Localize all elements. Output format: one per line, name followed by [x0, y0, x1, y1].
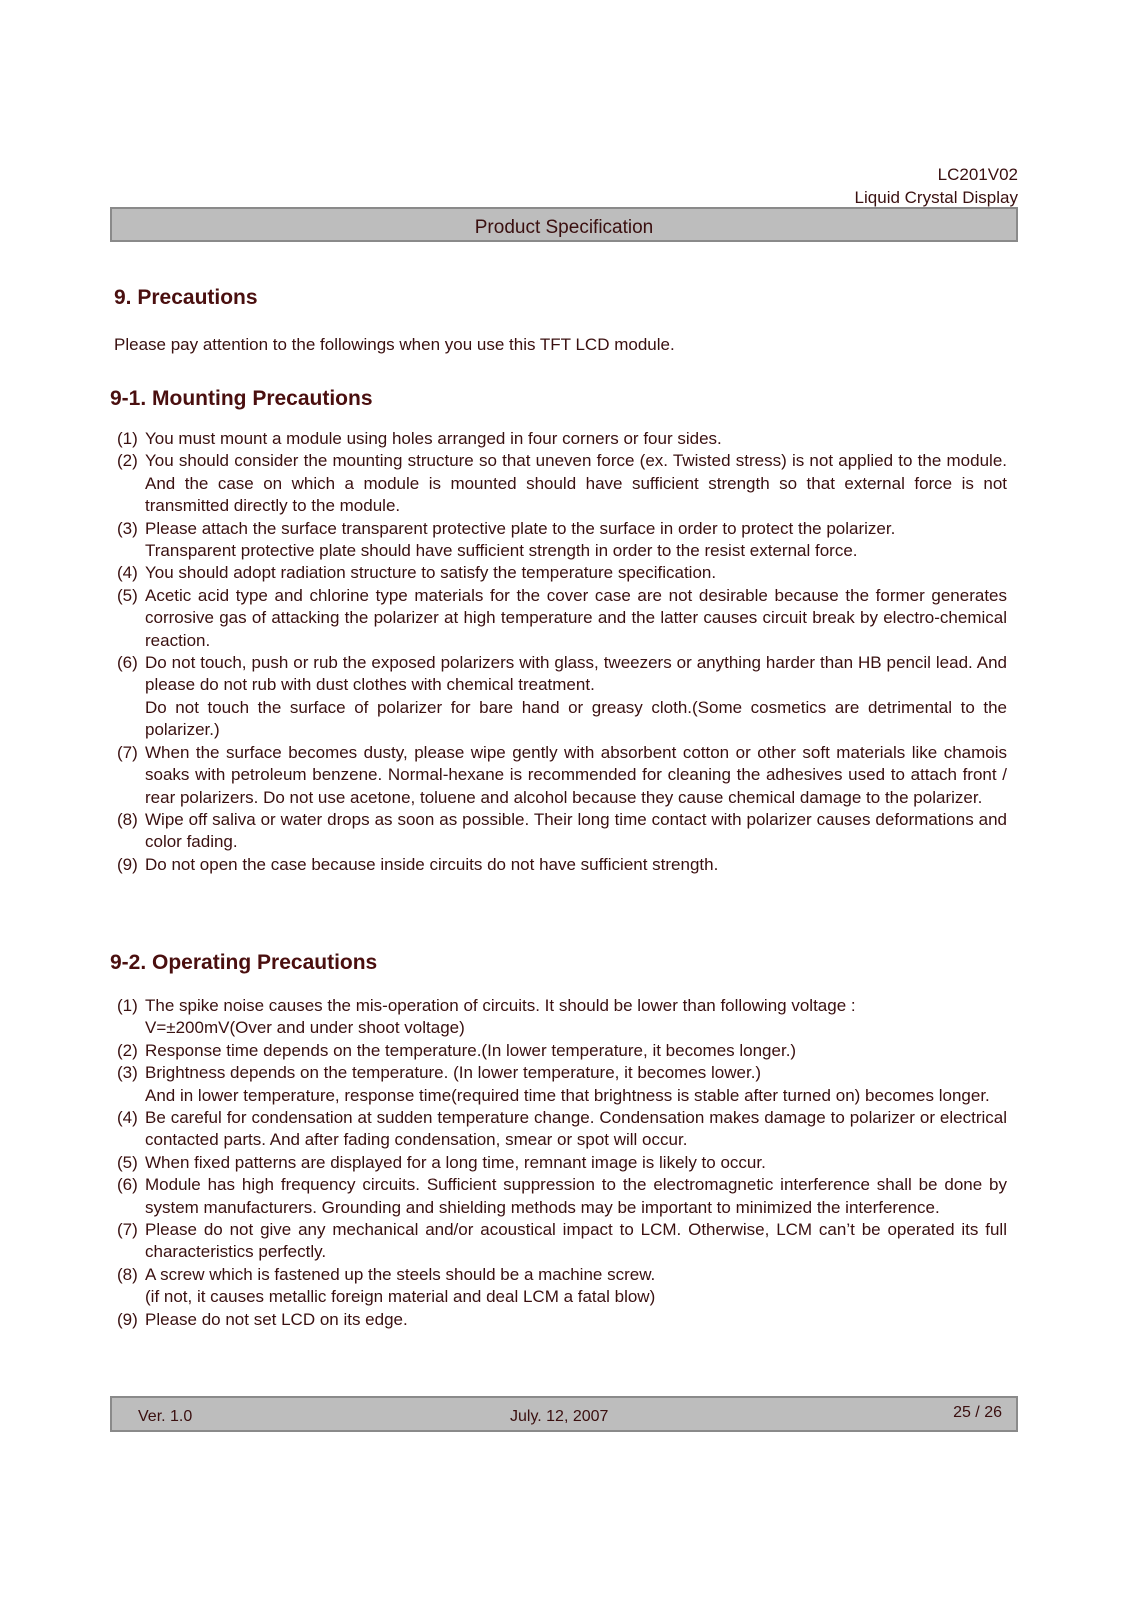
list-item: [117, 562, 1007, 584]
list-item: [117, 1219, 1007, 1264]
item-paragraph: Wipe off saliva or water drops as soon as possible. Their long time contact with polarizer causes deformations and color fading.: [145, 809, 1007, 852]
item-number: (9): [117, 1309, 138, 1329]
list-item: [117, 1309, 1007, 1331]
item-text: [145, 854, 1007, 876]
banner-title: Product Specification: [474, 217, 654, 238]
item-text: [145, 1174, 1007, 1219]
item-number: (1): [117, 996, 138, 1015]
section-intro: Please pay attention to the followings when you use this TFT LCD module.: [114, 335, 675, 354]
footer-page-number: 25 / 26: [953, 1404, 1002, 1421]
list-item: [117, 1107, 1007, 1152]
list-item: [117, 428, 1007, 450]
list-item: [117, 854, 1007, 876]
operating-precautions-list: [117, 995, 1007, 1331]
item-paragraph: Module has high frequency circuits. Sufficient suppression to the electromagnetic interference shall be done by system manufacturers. Grounding and shielding methods may be important to minimized the interference.: [145, 1175, 1007, 1217]
item-number: (6): [117, 653, 138, 673]
item-paragraph: Acetic acid type and chlorine type materials for the cover case are not desirable because the former generates corrosive gas of attacking the polarizer at high temperature and the latter causes circuit break by electro-chemical reaction.: [145, 585, 1007, 650]
item-paragraph: Transparent protective plate should have sufficient strength in order to the resist external force.: [145, 541, 858, 561]
mounting-precautions-heading: 9-1. Mounting Precautions: [110, 387, 373, 410]
item-number: (2): [117, 1040, 138, 1060]
item-number: (5): [117, 585, 138, 605]
item-paragraph: Please do not set LCD on its edge.: [145, 1309, 408, 1329]
item-text: [145, 518, 1007, 563]
item-text: [145, 1062, 1007, 1107]
item-number: (3): [117, 518, 138, 538]
mounting-precautions-list: [117, 428, 1007, 876]
item-paragraph: Be careful for condensation at sudden temperature change. Condensation makes damage to polarizer or electrical contacted parts. And after fading condensation, smear or spot will occur.: [145, 1108, 1007, 1150]
item-paragraph: A screw which is fastened up the steels should be a machine screw.: [145, 1264, 656, 1284]
item-paragraph: When fixed patterns are displayed for a long time, remnant image is likely to occur.: [145, 1152, 766, 1172]
item-number: (4): [117, 563, 138, 583]
item-text: [145, 1309, 1007, 1331]
header-banner: [110, 207, 1018, 242]
item-paragraph: You must mount a module using holes arranged in four corners or four sides.: [145, 429, 722, 448]
item-text: [145, 995, 1007, 1040]
item-paragraph: The spike noise causes the mis-operation of circuits. It should be lower than following voltage :: [145, 996, 856, 1015]
item-number: (7): [117, 1220, 138, 1240]
item-text: [145, 450, 1007, 517]
item-paragraph: And in lower temperature, response time(required time that brightness is stable after turned on) becomes longer.: [145, 1085, 990, 1105]
item-paragraph: Please attach the surface transparent protective plate to the surface in order to protect the polarizer.: [145, 518, 896, 538]
item-text: [145, 1219, 1007, 1264]
document-header: [855, 163, 1018, 209]
item-number: (8): [117, 809, 138, 829]
item-text: [145, 562, 1007, 584]
operating-precautions-heading: 9-2. Operating Precautions: [110, 951, 378, 974]
item-paragraph: When the surface becomes dusty, please wipe gently with absorbent cotton or other soft materials like chamois soaks with petroleum benzene. Normal-hexane is recommended for cleaning the adhesives used to attach front / rear polarizers. Do not use acetone, toluene and alcohol because they cause chemical damage to the polarizer.: [145, 742, 1007, 807]
item-number: (1): [117, 429, 138, 448]
list-item: [117, 1174, 1007, 1219]
list-item: [117, 1062, 1007, 1107]
footer-version: Ver. 1.0: [138, 1408, 193, 1425]
item-text: [145, 1040, 1007, 1062]
item-paragraph: (if not, it causes metallic foreign material and deal LCM a fatal blow): [145, 1287, 656, 1307]
item-text: [145, 809, 1007, 854]
list-item: [117, 1152, 1007, 1174]
item-text: [145, 1264, 1007, 1309]
item-number: (7): [117, 742, 138, 762]
list-item: [117, 585, 1007, 652]
item-paragraph: Brightness depends on the temperature. (In lower temperature, it becomes lower.): [145, 1063, 762, 1083]
item-number: (2): [117, 451, 138, 471]
item-number: (3): [117, 1063, 138, 1083]
list-item: [117, 1264, 1007, 1309]
item-paragraph: You should consider the mounting structure so that uneven force (ex. Twisted stress) is not applied to the module. And the case on which a module is mounted should have sufficient strength so that external force is not transmitted directly to the module.: [145, 451, 1007, 516]
list-item: [117, 809, 1007, 854]
footer-date: July. 12, 2007: [510, 1408, 609, 1425]
item-number: (8): [117, 1264, 138, 1284]
list-item: [117, 1040, 1007, 1062]
item-text: [145, 1107, 1007, 1152]
list-item: [117, 518, 1007, 563]
item-number: (5): [117, 1152, 138, 1172]
list-item: [117, 742, 1007, 809]
item-number: (6): [117, 1175, 138, 1195]
item-paragraph: You should adopt radiation structure to satisfy the temperature specification.: [145, 563, 717, 583]
list-item: [117, 450, 1007, 517]
item-paragraph: Response time depends on the temperature.(In lower temperature, it becomes longer.): [145, 1040, 797, 1060]
item-text: [145, 585, 1007, 652]
item-paragraph: V=±200mV(Over and under shoot voltage): [145, 1018, 465, 1038]
item-paragraph: Do not open the case because inside circuits do not have sufficient strength.: [145, 854, 719, 874]
item-text: [145, 428, 1007, 450]
item-paragraph: Do not touch the surface of polarizer for bare hand or greasy cloth.(Some cosmetics are detrimental to the polarizer.): [145, 697, 1007, 740]
list-item: [117, 995, 1007, 1040]
page-footer: [110, 1396, 1018, 1432]
product-type: Liquid Crystal Display: [854, 188, 1018, 207]
section-title: 9. Precautions: [114, 286, 258, 309]
item-text: [145, 1152, 1007, 1174]
item-number: (9): [117, 854, 138, 874]
item-text: [145, 652, 1007, 742]
list-item: [117, 652, 1007, 742]
item-text: [145, 742, 1007, 809]
model-number: LC201V02: [937, 165, 1018, 184]
item-paragraph: Please do not give any mechanical and/or acoustical impact to LCM. Otherwise, LCM can’t be operated its full characteristics perfectly.: [145, 1220, 1007, 1262]
item-paragraph: Do not touch, push or rub the exposed polarizers with glass, tweezers or anything harder than HB pencil lead. And please do not rub with dust clothes with chemical treatment.: [145, 653, 1007, 695]
item-number: (4): [117, 1108, 138, 1128]
